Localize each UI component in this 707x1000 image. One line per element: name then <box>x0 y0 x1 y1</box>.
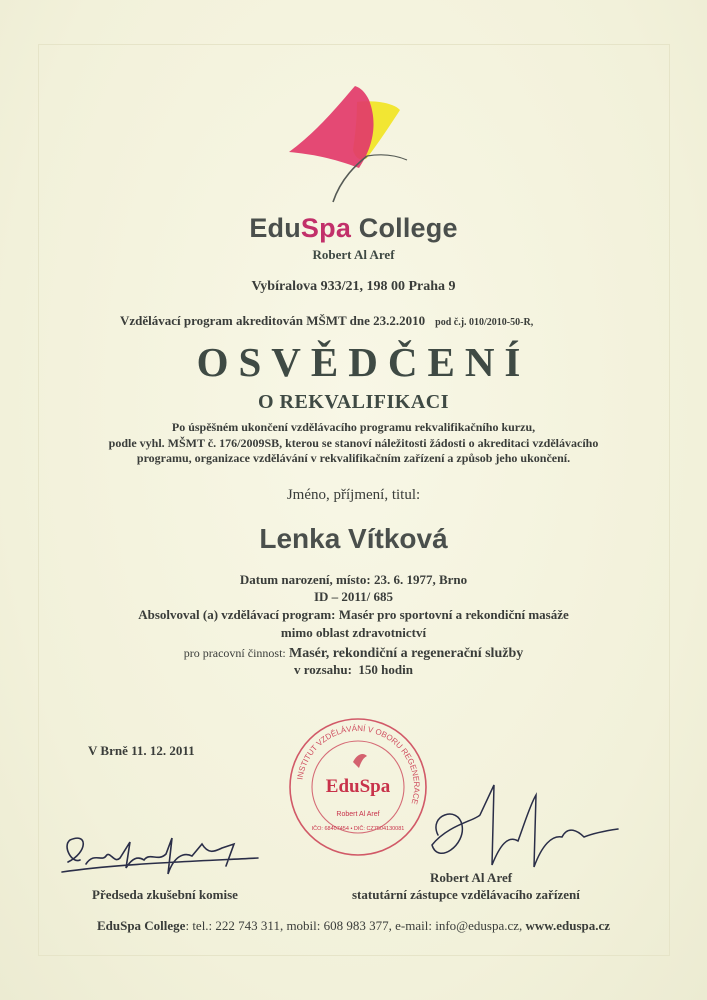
program-value: Masér pro sportovní a rekondiční masáže <box>338 607 569 622</box>
place-date: V Brně 11. 12. 2011 <box>88 743 195 758</box>
eduspa-stamp <box>283 712 433 862</box>
footer-brand: EduSpa College <box>96 918 186 933</box>
range-info <box>0 662 707 678</box>
brand-name <box>0 213 707 244</box>
address: Vybíralova 933/21, 198 00 Praha 9 <box>251 279 456 294</box>
holder-name: Lenka Vítková <box>259 523 448 554</box>
brand-college: College <box>351 213 458 243</box>
program-label: Absolvoval (a) vzdělávací program: <box>138 607 336 622</box>
legal-line-2: podle vyhl. MŠMT č. 176/2009SB, kterou se stanoví náležitosti žádosti o akreditaci vzdělávacího <box>108 435 599 450</box>
certificate-id: ID – 2011/ 685 <box>313 589 394 604</box>
accreditation-text: Vzdělávací program akreditován MŠMT dne 23.2.2010 <box>120 313 426 328</box>
activity-value: Masér, rekondiční a regenerační služby <box>289 646 524 661</box>
program-value-2: mimo oblast zdravotnictví <box>280 625 427 640</box>
range-label: v rozsahu: <box>294 662 352 677</box>
brand-edu: Edu <box>249 213 301 243</box>
legal-line-3: programu, organizace vzdělávání v rekvalifikačním zařízení a způsob jeho ukončení. <box>136 451 571 465</box>
range-value: 150 hodin <box>358 662 413 677</box>
stamp-ring-text: INSTITUT VZDĚLÁVÁNÍ V OBORU REGENERACE <box>295 723 422 806</box>
owner-name: Robert Al Aref <box>312 247 395 262</box>
program-info <box>0 606 707 642</box>
stamp-ids-text: IČO: 68407454 • DIČ: CZ7504130081 <box>311 826 405 832</box>
certificate-subtitle: O REKVALIFIKACI <box>257 391 450 413</box>
legal-line-1: Po úspěšném ukončení vzdělávacího programu rekvalifikačního kurzu, <box>171 420 536 434</box>
legal-text <box>0 420 707 467</box>
director-name: Robert Al Aref <box>430 870 513 885</box>
footer-contacts-text: : tel.: 222 743 311, mobil: 608 983 377, e-mail: info@eduspa.cz, <box>185 918 526 933</box>
footer-web: www.eduspa.cz <box>525 918 611 933</box>
stamp-logo-icon <box>353 754 367 768</box>
footer-contacts <box>0 918 707 934</box>
stamp-center-text: EduSpa <box>325 776 391 797</box>
accreditation-line <box>120 313 533 329</box>
certificate-title: OSVĚDČENÍ <box>196 339 531 385</box>
chair-role: Předseda zkušební komise <box>92 887 238 902</box>
name-label: Jméno, příjmení, titul: <box>286 487 421 503</box>
eduspa-logo-icon <box>275 80 415 220</box>
activity-info <box>0 644 707 663</box>
director-signature <box>418 775 628 885</box>
activity-label: pro pracovní činnost: <box>183 646 286 660</box>
accreditation-ref: pod č.j. 010/2010-50-R, <box>435 317 534 328</box>
birth-info: Datum narození, místo: 23. 6. 1977, Brno <box>239 572 468 587</box>
director-role: statutární zástupce vzdělávacího zařízení <box>352 887 580 902</box>
stamp-owner-text: Robert Al Aref <box>336 811 380 818</box>
chair-signature <box>58 822 268 882</box>
brand-spa: Spa <box>300 213 352 243</box>
